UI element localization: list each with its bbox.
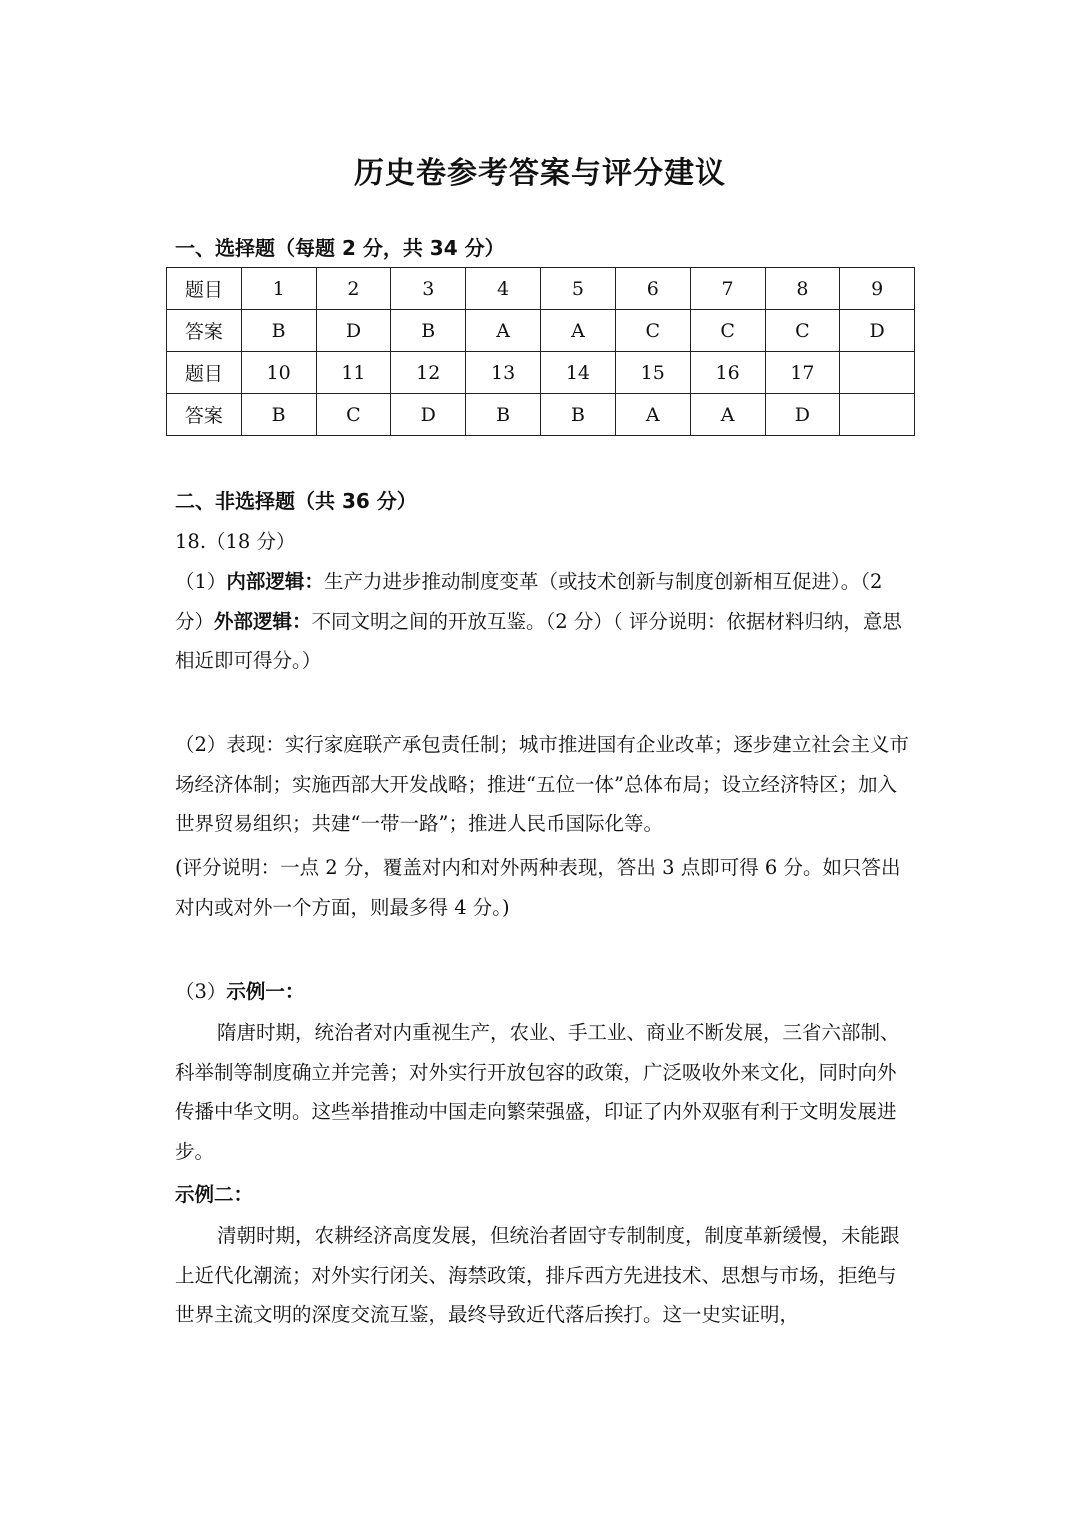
row-header-cell: 题目 xyxy=(167,268,242,310)
answer-cell: C xyxy=(316,394,391,436)
row-header-cell: 答案 xyxy=(167,394,242,436)
answer-cell: 4 xyxy=(466,268,541,310)
answer-cell: 9 xyxy=(840,268,915,310)
answer-cell: B xyxy=(466,394,541,436)
answer-cell: B xyxy=(241,310,316,352)
example-1-text: 隋唐时期，统治者对内重视生产，农业、手工业、商业不断发展，三省六部制、科举制等制度确立并完善；对外实行开放包容的政策，广泛吸收外来文化，同时向外传播中华文明。这些举措推动中国走向繁荣强盛，印证了内外双驱有利于文明发展进步。 xyxy=(175,1021,900,1163)
example-1-label: 示例一： xyxy=(226,980,305,1003)
example-2-text: 清朝时期，农耕经济高度发展，但统治者固守专制制度，制度革新缓慢，未能跟上近代化潮流；对外实行闭关、海禁政策，排斥西方先进技术、思想与市场，拒绝与世界主流文明的深度交流互鉴，最终导致近代落后挨打。这一史实证明， xyxy=(175,1224,900,1326)
part-3-prefix: （3） xyxy=(175,980,227,1003)
answer-cell: 3 xyxy=(391,268,466,310)
internal-logic-label: 内部逻辑： xyxy=(226,570,324,593)
document-title: 历史卷参考答案与评分建议 xyxy=(354,156,726,191)
table-row xyxy=(167,394,915,436)
answer-table xyxy=(166,267,915,436)
section-2-heading: 二、非选择题（共 36 分） xyxy=(175,489,417,513)
row-header-cell: 题目 xyxy=(167,352,242,394)
answer-cell: 1 xyxy=(241,268,316,310)
answer-part-1 xyxy=(175,562,910,681)
part-1-prefix: （1） xyxy=(175,570,227,593)
answer-part-3-heading xyxy=(175,972,910,1012)
answer-cell: D xyxy=(391,394,466,436)
answer-cell: 8 xyxy=(765,268,840,310)
answer-cell: 5 xyxy=(541,268,616,310)
question-18-label: 18.（18 分） xyxy=(175,530,296,553)
answer-cell: A xyxy=(466,310,541,352)
answer-cell: 17 xyxy=(765,352,840,394)
internal-logic-text: 生产力进步推动制度变革（或技术创新与制度创新相互促进）。（2 分） xyxy=(175,570,883,633)
answer-cell: C xyxy=(690,310,765,352)
section-1-heading: 一、选择题（每题 2 分，共 34 分） xyxy=(175,236,505,260)
answer-cell: 11 xyxy=(316,352,391,394)
answer-part-2-note: (评分说明：一点 2 分，覆盖对内和对外两种表现，答出 3 点即可得 6 分。如只答出对内或对外一个方面，则最多得 4 分。) xyxy=(175,856,901,919)
answer-cell: C xyxy=(765,310,840,352)
answer-cell: B xyxy=(241,394,316,436)
answer-cell: 13 xyxy=(466,352,541,394)
answer-cell: D xyxy=(316,310,391,352)
answer-cell: 6 xyxy=(615,268,690,310)
answer-cell: 10 xyxy=(241,352,316,394)
answer-cell xyxy=(840,394,915,436)
answer-part-2: （2）表现：实行家庭联产承包责任制；城市推进国有企业改革；逐步建立社会主义市场经济体制；实施西部大开发战略；推进“五位一体”总体布局；设立经济特区；加入世界贸易组织；共建“一带一路”；推进人民币国际化等。 xyxy=(175,733,909,835)
answer-cell: 12 xyxy=(391,352,466,394)
answer-cell: A xyxy=(615,394,690,436)
answer-cell: 7 xyxy=(690,268,765,310)
answer-cell xyxy=(840,352,915,394)
answer-cell: D xyxy=(840,310,915,352)
example-2-label: 示例二： xyxy=(175,1183,254,1206)
table-row xyxy=(167,268,915,310)
answer-cell: 2 xyxy=(316,268,391,310)
answer-cell: A xyxy=(541,310,616,352)
answer-cell: 15 xyxy=(615,352,690,394)
answer-cell: C xyxy=(615,310,690,352)
answer-cell: A xyxy=(690,394,765,436)
row-header-cell: 答案 xyxy=(167,310,242,352)
table-row xyxy=(167,352,915,394)
answer-cell: B xyxy=(541,394,616,436)
answer-cell: B xyxy=(391,310,466,352)
answer-cell: 16 xyxy=(690,352,765,394)
external-logic-label: 外部逻辑： xyxy=(214,609,312,633)
external-logic-text: 不同文明之间的开放互鉴。（2 分）（ 评分说明：依据材料归纳，意思相近即可得分。） xyxy=(175,609,902,672)
table-row xyxy=(167,310,915,352)
answer-cell: D xyxy=(765,394,840,436)
answer-cell: 14 xyxy=(541,352,616,394)
